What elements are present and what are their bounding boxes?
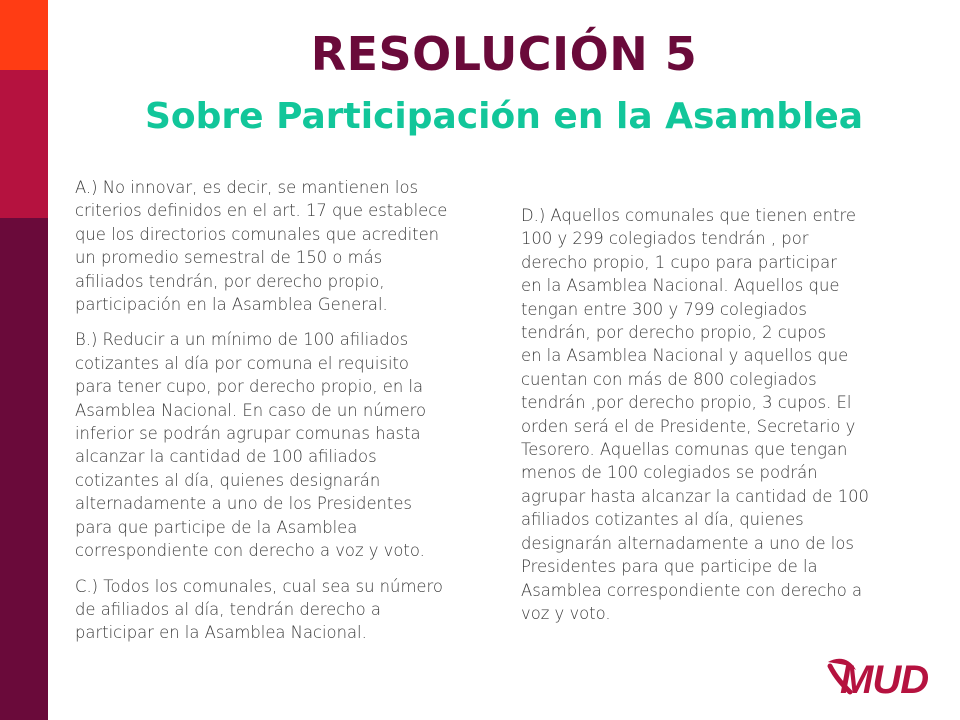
- paragraph-line: Asamblea correspondiente con derecho a: [521, 580, 863, 600]
- paragraph-line: de afiliados al día, tendrán derecho a: [75, 599, 381, 619]
- logo-text: MUD: [840, 658, 929, 702]
- paragraph-line: voz y voto.: [521, 603, 611, 623]
- paragraph-line: B.) Reducir a un mínimo de 100 afiliados: [75, 330, 409, 350]
- paragraph-line: cotizantes al día por comuna el requisito: [75, 353, 409, 373]
- paragraph-line: Presidentes para que participe de la: [521, 557, 818, 577]
- mud-logo-icon: [826, 652, 944, 708]
- left-paragraph: [75, 176, 515, 316]
- left-paragraph: [75, 575, 515, 645]
- paragraph-line: que los directorios comunales que acrediten: [75, 224, 440, 244]
- left-column: [75, 176, 515, 657]
- paragraph-line: para tener cupo, por derecho propio, en la: [75, 377, 424, 397]
- right-paragraph: [521, 204, 943, 625]
- left-paragraph: [75, 328, 515, 562]
- right-column: [521, 204, 943, 637]
- paragraph-line: D.) Aquellos comunales que tienen entre: [521, 206, 856, 225]
- paragraph-line: designarán alternadamente a uno de los: [521, 533, 854, 553]
- slide-subtitle: Sobre Participación en la Asamblea: [144, 96, 864, 137]
- paragraph-line: afiliados cotizantes al día, quienes: [521, 510, 804, 530]
- paragraph-line: participar en la Asamblea Nacional.: [75, 623, 367, 643]
- side-bar-middle: [0, 70, 48, 218]
- paragraph-line: Asamblea Nacional. En caso de un número: [75, 400, 427, 420]
- paragraph-line: tengan entre 300 y 799 colegiados: [521, 299, 807, 319]
- slide-title: RESOLUCIÓN 5: [310, 27, 698, 81]
- paragraph-line: correspondiente con derecho a voz y voto.: [75, 541, 425, 561]
- paragraph-line: alternadamente a uno de los Presidentes: [75, 494, 412, 514]
- paragraph-line: agrupar hasta alcanzar la cantidad de 100: [521, 486, 869, 506]
- paragraph-line: un promedio semestral de 150 o más: [75, 248, 383, 268]
- paragraph-line: orden será el de Presidente, Secretario y: [521, 416, 856, 436]
- paragraph-line: en la Asamblea Nacional. Aquellos que: [521, 276, 840, 296]
- side-bar-bottom: [0, 218, 48, 720]
- paragraph-line: afiliados tendrán, por derecho propio,: [75, 271, 385, 291]
- paragraph-line: A.) No innovar, es decir, se mantienen los: [75, 178, 419, 197]
- paragraph-line: en la Asamblea Nacional y aquellos que: [521, 346, 849, 366]
- paragraph-line: cuentan con más de 800 colegiados: [521, 369, 817, 389]
- paragraph-line: alcanzar la cantidad de 100 afiliados: [75, 447, 377, 467]
- paragraph-line: 100 y 299 colegiados tendrán , por: [521, 229, 809, 249]
- paragraph-line: para que participe de la Asamblea: [75, 517, 358, 537]
- paragraph-line: tendrán, por derecho propio, 2 cupos: [521, 323, 827, 343]
- side-bar-top: [0, 0, 48, 70]
- paragraph-line: criterios definidos en el art. 17 que establece: [75, 201, 448, 221]
- paragraph-line: derecho propio, 1 cupo para participar: [521, 252, 837, 272]
- paragraph-line: Tesorero. Aquellas comunas que tengan: [521, 440, 848, 460]
- paragraph-line: menos de 100 colegiados se podrán: [521, 463, 818, 483]
- paragraph-line: C.) Todos los comunales, cual sea su número: [75, 576, 443, 596]
- paragraph-line: participación en la Asamblea General.: [75, 295, 388, 315]
- paragraph-line: tendrán ,por derecho propio, 3 cupos. El: [521, 393, 852, 413]
- paragraph-line: cotizantes al día, quienes designarán: [75, 470, 381, 490]
- paragraph-line: inferior se podrán agrupar comunas hasta: [75, 424, 421, 444]
